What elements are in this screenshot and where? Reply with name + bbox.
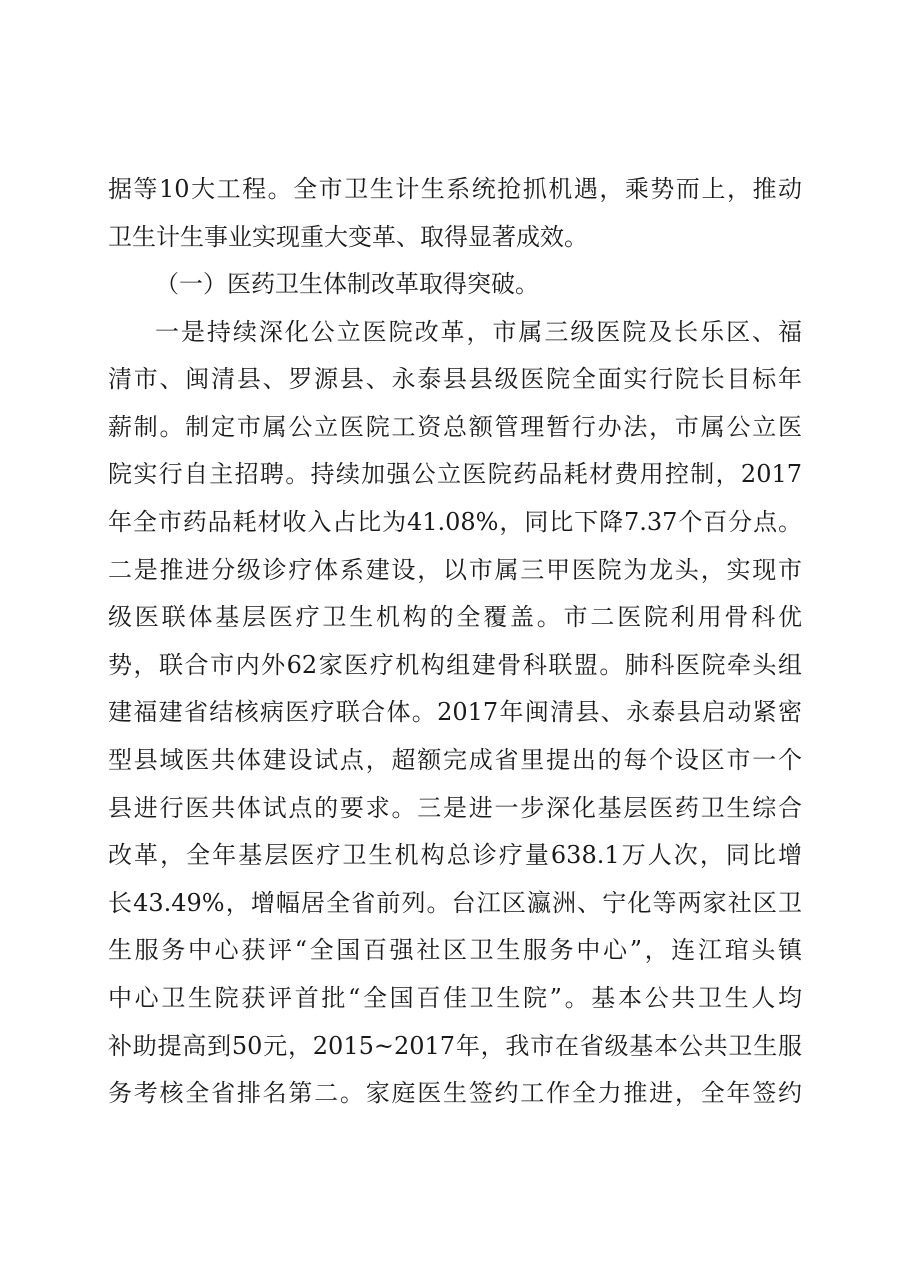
text-line: 型县域医共体建设试点，超额完成省里提出的每个设区市一个: [108, 746, 802, 774]
text-line: 补助提高到50元，2015~2017年，我市在省级基本公共卫生服: [108, 1032, 802, 1060]
text-line: 势，联合市内外62家医疗机构组建骨科联盟。肺科医院牵头组: [108, 651, 802, 679]
text-line: 薪制。制定市属公立医院工资总额管理暂行办法，市属公立医: [108, 413, 802, 441]
text-line: 县进行医共体试点的要求。三是进一步深化基层医药卫生综合: [108, 794, 802, 822]
text-line: 卫生计生事业实现重大变革、取得显著成效。: [108, 223, 588, 251]
text-line: 据等10大工程。全市卫生计生系统抢抓机遇，乘势而上，推动: [108, 175, 802, 203]
text-line: 务考核全省排名第二。家庭医生签约工作全力推进，全年签约: [108, 1079, 802, 1107]
text-line: 建福建省结核病医疗联合体。2017年闽清县、永泰县启动紧密: [108, 698, 802, 726]
text-line: 清市、闽清县、罗源县、永泰县县级医院全面实行院长目标年: [108, 365, 802, 393]
text-line: 生服务中心获评“全国百强社区卫生服务中心”，连江琯头镇: [108, 936, 802, 964]
text-line: 二是推进分级诊疗体系建设，以市属三甲医院为龙头，实现市: [108, 556, 802, 584]
text-line: 中心卫生院获评首批“全国百佳卫生院”。基本公共卫生人均: [108, 984, 802, 1012]
text-line: 长43.49%，增幅居全省前列。台江区瀛洲、宁化等两家社区卫: [108, 889, 802, 917]
section-heading: （一）医药卫生体制改革取得突破。: [155, 270, 539, 298]
text-line: 改革，全年基层医疗卫生机构总诊疗量638.1万人次，同比增: [108, 841, 802, 869]
text-line: 院实行自主招聘。持续加强公立医院药品耗材费用控制，2017: [108, 460, 802, 488]
text-line: 级医联体基层医疗卫生机构的全覆盖。市二医院利用骨科优: [108, 603, 802, 631]
paragraph-first-line: 一是持续深化公立医院改革，市属三级医院及长乐区、福: [155, 318, 802, 346]
text-line: 年全市药品耗材收入占比为41.08%，同比下降7.37个百分点。: [108, 508, 802, 536]
